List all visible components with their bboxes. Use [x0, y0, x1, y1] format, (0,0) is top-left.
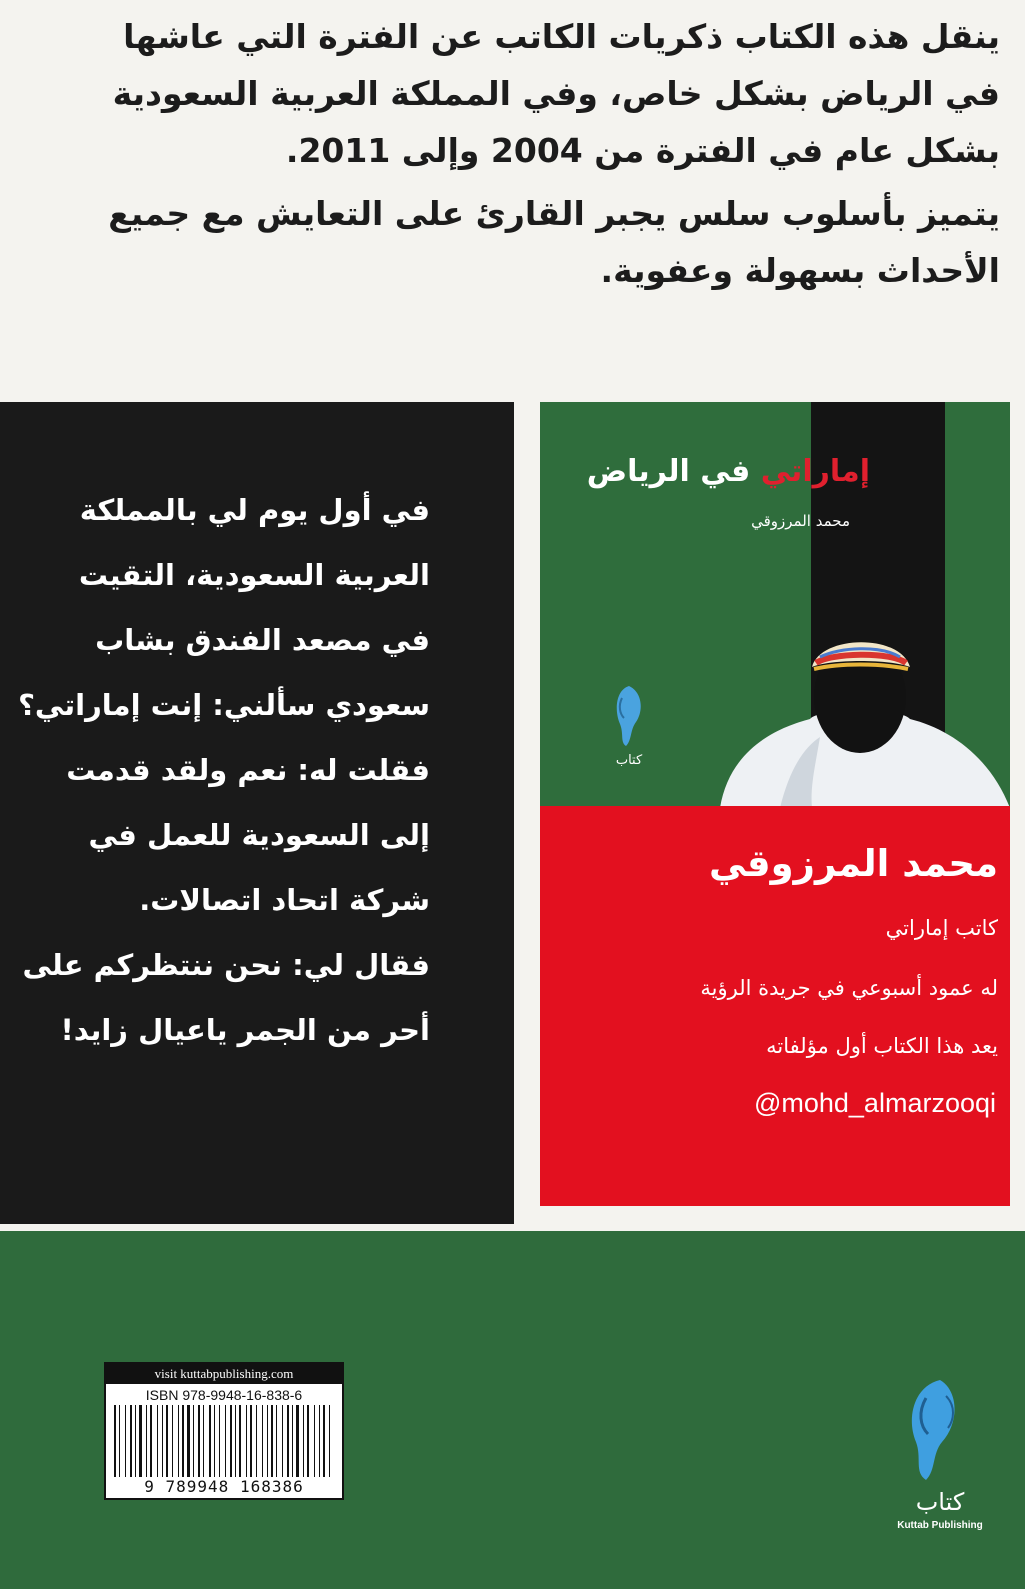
book-description	[90, 8, 1000, 305]
barcode-bar	[323, 1405, 325, 1477]
barcode-bar	[262, 1405, 263, 1477]
barcode-bar	[267, 1405, 268, 1477]
excerpt-text	[18, 478, 430, 1063]
barcode-bar	[203, 1405, 204, 1477]
barcode-bar	[178, 1405, 179, 1477]
barcode-bar	[146, 1405, 147, 1477]
barcode-bar	[230, 1405, 232, 1477]
barcode-bar	[135, 1405, 136, 1477]
cover-author: محمد المرزوقي	[751, 512, 850, 530]
author-social-handle: @mohd_almarzooqi	[753, 1088, 996, 1118]
cover-title-highlight: إماراتي	[760, 454, 870, 489]
excerpt-line: العربية السعودية، التقيت	[78, 558, 430, 592]
excerpt-line: أحر من الجمر ياعيال زايد!	[60, 1013, 430, 1047]
excerpt-line: فقلت له: نعم ولقد قدمت	[66, 753, 430, 787]
author-bio-line: كاتب إماراتي	[885, 916, 998, 940]
author-bio-line: له عمود أسبوعي في جريدة الرؤية	[700, 976, 998, 1000]
excerpt-line: إلى السعودية للعمل في	[88, 818, 430, 852]
description-paragraph-1: ينقل هذه الكتاب ذكريات الكاتب عن الفترة التي عاشها في الرياض بشكل خاص، وفي المملكة العربية السعودية بشكل عام في الفترة من 2004 وإلى 2011.	[112, 17, 1000, 170]
isbn-text: ISBN 978-9948-16-838-6	[145, 1387, 303, 1403]
barcode-bar	[198, 1405, 200, 1477]
man-silhouette-image	[720, 627, 1010, 808]
barcode-bar	[282, 1405, 283, 1477]
barcode-bar	[271, 1405, 273, 1477]
barcode-bar	[182, 1405, 184, 1477]
kuttab-publisher-logo-icon	[880, 1372, 1000, 1532]
author-bio-line: يعد هذا الكتاب أول مؤلفاته	[766, 1034, 998, 1058]
cover-title-rest: في الرياض	[586, 454, 761, 489]
barcode-bar	[214, 1405, 215, 1477]
barcode-bar	[287, 1405, 289, 1477]
barcode-bar	[276, 1405, 277, 1477]
barcode-bar	[166, 1405, 168, 1477]
cover-logo-label: كتاب	[615, 753, 643, 768]
author-name: محمد المرزوقي	[709, 842, 998, 885]
barcode-bar	[139, 1405, 142, 1477]
barcode-digits: 9 789948 168386	[144, 1477, 304, 1496]
excerpt-line: في مصعد الفندق بشاب	[95, 623, 430, 657]
barcode-bar	[162, 1405, 163, 1477]
barcode-bar	[319, 1405, 320, 1477]
barcode-bar	[150, 1405, 152, 1477]
barcode-bar	[235, 1405, 236, 1477]
barcode-bar	[307, 1405, 309, 1477]
barcode-bar	[256, 1405, 257, 1477]
barcode-bar	[172, 1405, 173, 1477]
barcode-bar	[209, 1405, 211, 1477]
barcode-bar	[329, 1405, 330, 1477]
excerpt-line: سعودي سألني: إنت إماراتي؟	[18, 688, 430, 722]
barcode-bar	[130, 1405, 132, 1477]
publisher-website: visit kuttabpublishing.com	[106, 1364, 342, 1384]
barcode-bar	[296, 1405, 299, 1477]
barcode-bar	[193, 1405, 194, 1477]
cover-thumbnail	[540, 402, 1010, 808]
barcode-bar	[250, 1405, 252, 1477]
publisher-name-ar: كتاب	[915, 1488, 965, 1516]
excerpt-line: في أول يوم لي بالمملكة	[79, 493, 430, 527]
barcode-bar	[314, 1405, 315, 1477]
barcode-bar	[119, 1405, 120, 1477]
barcode-bar	[187, 1405, 190, 1477]
kuttab-logo-icon	[606, 680, 652, 774]
barcode-bar	[239, 1405, 241, 1477]
barcode-bar	[125, 1405, 126, 1477]
excerpt-panel	[0, 402, 514, 1224]
excerpt-line: فقال لي: نحن ننتظركم على	[22, 948, 430, 982]
author-panel	[540, 806, 1010, 1206]
barcode-bar	[303, 1405, 304, 1477]
barcode-bar	[246, 1405, 247, 1477]
barcode-bar	[225, 1405, 226, 1477]
cover-title	[587, 454, 870, 489]
barcode-bar	[114, 1405, 116, 1477]
barcode-bars	[108, 1405, 340, 1477]
barcode-bar	[219, 1405, 220, 1477]
barcode-bar	[157, 1405, 158, 1477]
description-paragraph-2: يتميز بأسلوب سلس يجبر القارئ على التعايش مع جميع الأحداث بسهولة وعفوية.	[108, 194, 1000, 290]
barcode-bar	[292, 1405, 293, 1477]
isbn-barcode	[104, 1362, 344, 1500]
excerpt-line: شركة اتحاد اتصالات.	[139, 883, 430, 917]
publisher-name-en: Kuttab Publishing	[897, 1520, 983, 1531]
